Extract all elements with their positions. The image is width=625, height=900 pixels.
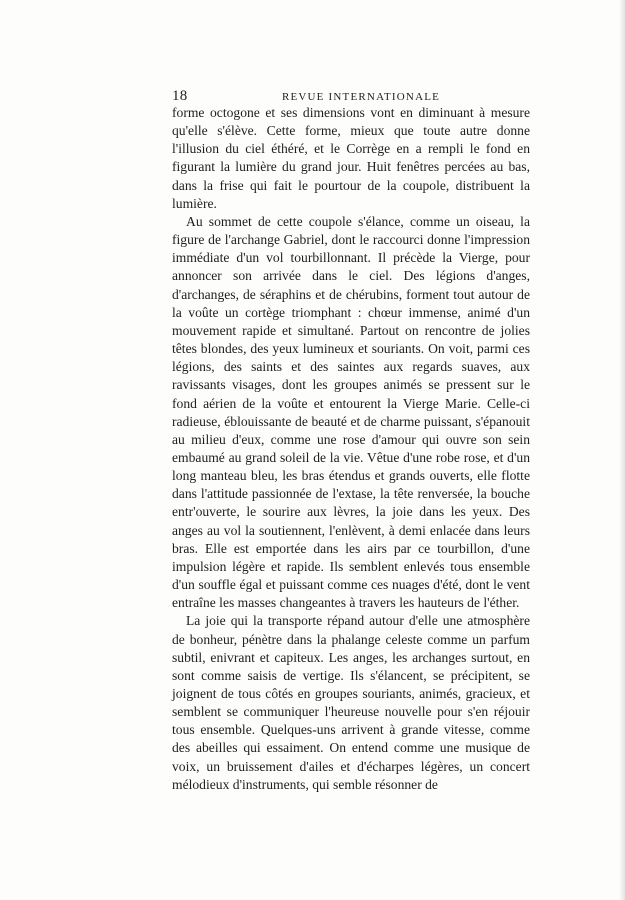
body-text <box>172 104 530 794</box>
page-header <box>172 88 530 104</box>
paragraph-continuation: forme octogone et ses dimensions vont en diminuant à mesure qu'elle s'élève. Cette forme, mieux que toute autre donne l'illusion du ciel éthéré, et le Corrège en a rempli le fond en figurant la lumière du grand jour. Huit fenêtres percées au bas, dans la frise qui fait le pourtour de la coupole, distribuent la lumière. <box>172 105 530 211</box>
running-head: REVUE INTERNATIONALE <box>281 91 441 103</box>
paragraph-joie: La joie qui la transporte répand autour d'elle une atmosphère de bonheur, pénètre dans la phalange celeste comme un parfum subtil, enivrant et capiteux. Les anges, les archanges surtout, en sont comme saisis de vertige. Ils s'élancent, se précipitent, se joignent de tous côtés en groupes souriants, animés, gracieux, et semblent se communiquer l'heureuse nouvelle pour s'en réjouir tous ensemble. Quelques-uns arrivent à grande vitesse, comme des abeilles qui essaiment. On entend comme une musique de voix, un bruissement d'ailes et d'écharpes légères, un concert mélodieux d'instruments, qui semble résonner de <box>172 613 530 792</box>
page-number: 18 <box>172 88 188 104</box>
paragraph-coupole: Au sommet de cette coupole s'élance, comme un oiseau, la figure de l'archange Gabriel, dont le raccourci donne l'impression immédiate d'un vol tourbillonnant. Il précède la Vierge, pour annoncer son arrivée dans le ciel. Des légions d'anges, d'archanges, de séraphins et de chérubins, forment tout autour de la voûte un cortège triomphant : chœur immense, animé d'un mouvement rapide et simultané. Partout on rencontre de jolies têtes blondes, des yeux lumineux et souriants. On voit, parmi ces légions, des saints et des saintes aux regards suaves, aux ravissants visages, dont les groupes animés se pressent sur le fond aérien de la voûte et entourent la Vierge Marie. Celle-ci radieuse, éblouissante de beauté et de charme puissant, s'épanouit au milieu d'eux, comme une rose d'amour qui ouvre son sein embaumé au grand soleil de la vie. Vêtue d'une robe rose, et d'un long manteau bleu, les bras étendus et grands ouverts, elle flotte dans l'attitude passionnée de l'extase, la tête renversée, la bouche entr'ouverte, le sourire aux lèvres, la joie dans les yeux. Des anges au vol la soutiennent, l'enlèvent, à demi enlacée dans leurs bras. Elle est emportée dans les airs par ce tourbillon, d'une impulsion légère et rapide. Ils semblent enlevés tous ensemble d'un souffle égal et puissant comme ces nuages d'été, dont le vent entraîne les masses changeantes à travers les hauteurs de l'éther. <box>172 213 530 611</box>
page-edge-shadow <box>619 0 625 900</box>
